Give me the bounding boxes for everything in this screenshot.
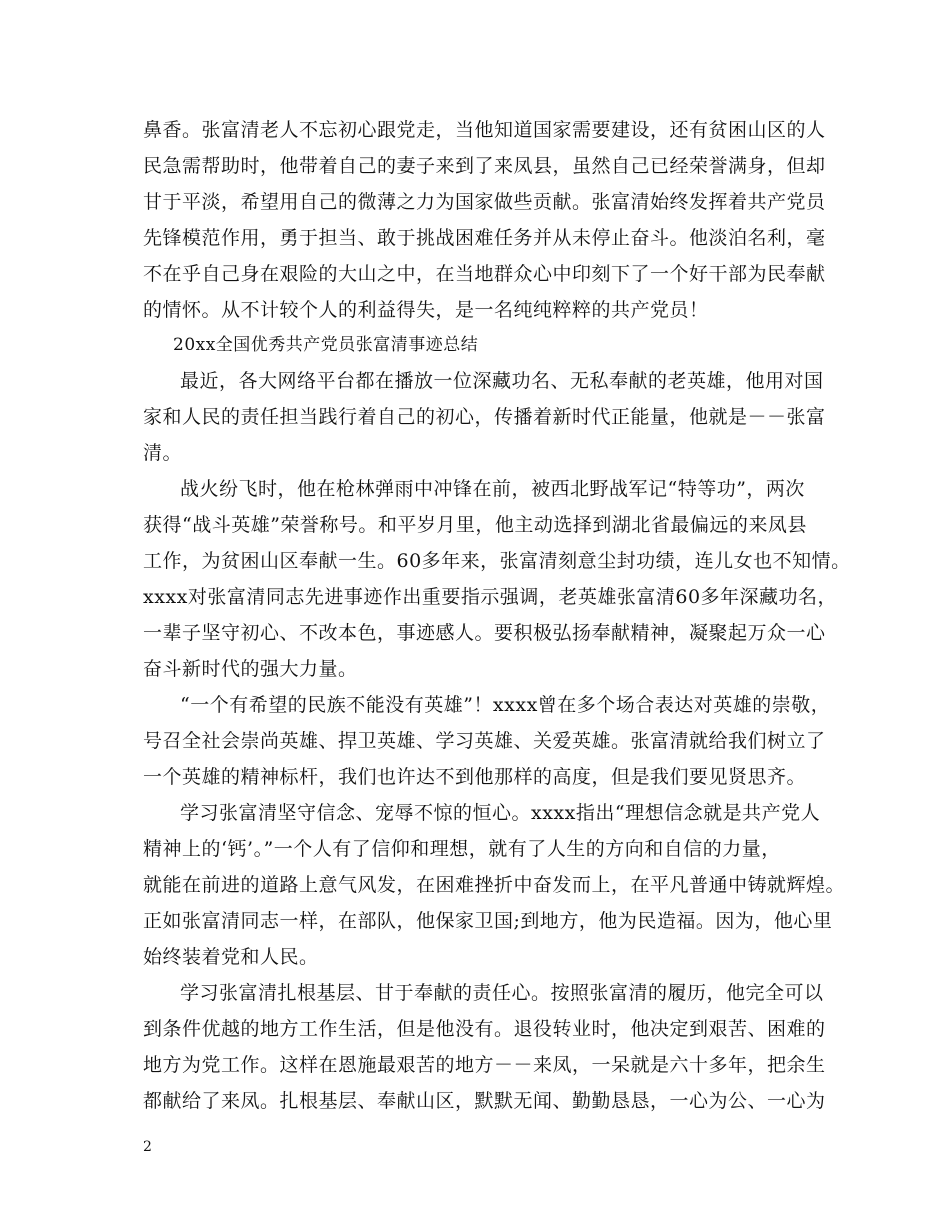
body-text-line: 都献给了来凤。扎根基层、奉献山区，默默无闻、勤勤恳恳，一心为公、一心为 bbox=[143, 1090, 826, 1112]
body-text-line: 甘于平淡，希望用自己的微薄之力为国家做些贡献。张富清始终发挥着共产党员 bbox=[143, 191, 826, 213]
body-text-line: 鼻香。张富清老人不忘初心跟党走，当他知道国家需要建设，还有贫困山区的人 bbox=[143, 119, 826, 141]
body-text-line: 一辈子坚守初心、不改本色，事迹感人。要积极弘扬奉献精神，凝聚起万众一心 bbox=[143, 622, 826, 644]
body-text-line: 正如张富清同志一样，在部队，他保家卫国;到地方，他为民造福。因为，他心里 bbox=[143, 910, 833, 932]
body-text-line: xxxx对张富清同志先进事迹作出重要指示强调，老英雄张富清60多年深藏功名， bbox=[143, 586, 838, 608]
body-text-line: 获得“战斗英雄”荣誉称号。和平岁月里，他主动选择到湖北省最偏远的来凤县 bbox=[143, 514, 807, 536]
body-text-line: 地方为党工作。这样在恩施最艰苦的地方－－来凤，一呆就是六十多年，把余生 bbox=[143, 1054, 826, 1076]
body-text-line: 清。 bbox=[143, 442, 183, 464]
body-text-line: 奋斗新时代的强大力量。 bbox=[143, 658, 358, 680]
body-text-line: 不在乎自己身在艰险的大山之中，在当地群众心中印刻下了一个好干部为民奉献 bbox=[143, 263, 826, 285]
page-number: 2 bbox=[143, 1139, 152, 1155]
body-text-line: 的情怀。从不计较个人的利益得失，是一名纯纯粹粹的共产党员！ bbox=[143, 299, 709, 321]
section-title: 20xx全国优秀共产党员张富清事迹总结 bbox=[173, 335, 479, 355]
body-text-line: 学习张富清扎根基层、甘于奉献的责任心。按照张富清的履历，他完全可以 bbox=[180, 982, 824, 1004]
body-text-line: 精神上的‘钙’。”一个人有了信仰和理想，就有了人生的方向和自信的力量， bbox=[143, 838, 781, 860]
body-text-line: 一个英雄的精神标杆，我们也许达不到他那样的高度，但是我们要见贤思齐。 bbox=[143, 766, 807, 788]
body-text-line: 号召全社会崇尚英雄、捍卫英雄、学习英雄、关爱英雄。张富清就给我们树立了 bbox=[143, 730, 826, 752]
body-text-line: “一个有希望的民族不能没有英雄”！xxxx曾在多个场合表达对英雄的崇敬， bbox=[180, 694, 831, 716]
body-text-line: 工作，为贫困山区奉献一生。60多年来，张富清刻意尘封功绩，连儿女也不知情。 bbox=[143, 550, 851, 572]
body-text-line: 就能在前进的道路上意气风发，在困难挫折中奋发而上，在平凡普通中铸就辉煌。 bbox=[143, 874, 846, 896]
body-text-line: 学习张富清坚守信念、宠辱不惊的恒心。xxxx指出“理想信念就是共产党人 bbox=[180, 802, 821, 824]
body-text-line: 先锋模范作用，勇于担当、敢于挑战困难任务并从未停止奋斗。他淡泊名利，毫 bbox=[143, 227, 826, 249]
body-text-line: 家和人民的责任担当践行着自己的初心，传播着新时代正能量，他就是－－张富 bbox=[143, 406, 826, 428]
body-text-line: 到条件优越的地方工作生活，但是他没有。退役转业时，他决定到艰苦、困难的 bbox=[143, 1018, 826, 1040]
body-text-line: 民急需帮助时，他带着自己的妻子来到了来凤县，虽然自己已经荣誉满身，但却 bbox=[143, 155, 826, 177]
body-text-line: 最近，各大网络平台都在播放一位深藏功名、无私奉献的老英雄，他用对国 bbox=[180, 370, 824, 392]
body-text-line: 始终装着党和人民。 bbox=[143, 946, 319, 968]
body-text-line: 战火纷飞时，他在枪林弹雨中冲锋在前，被西北野战军记“特等功”，两次 bbox=[180, 478, 805, 500]
